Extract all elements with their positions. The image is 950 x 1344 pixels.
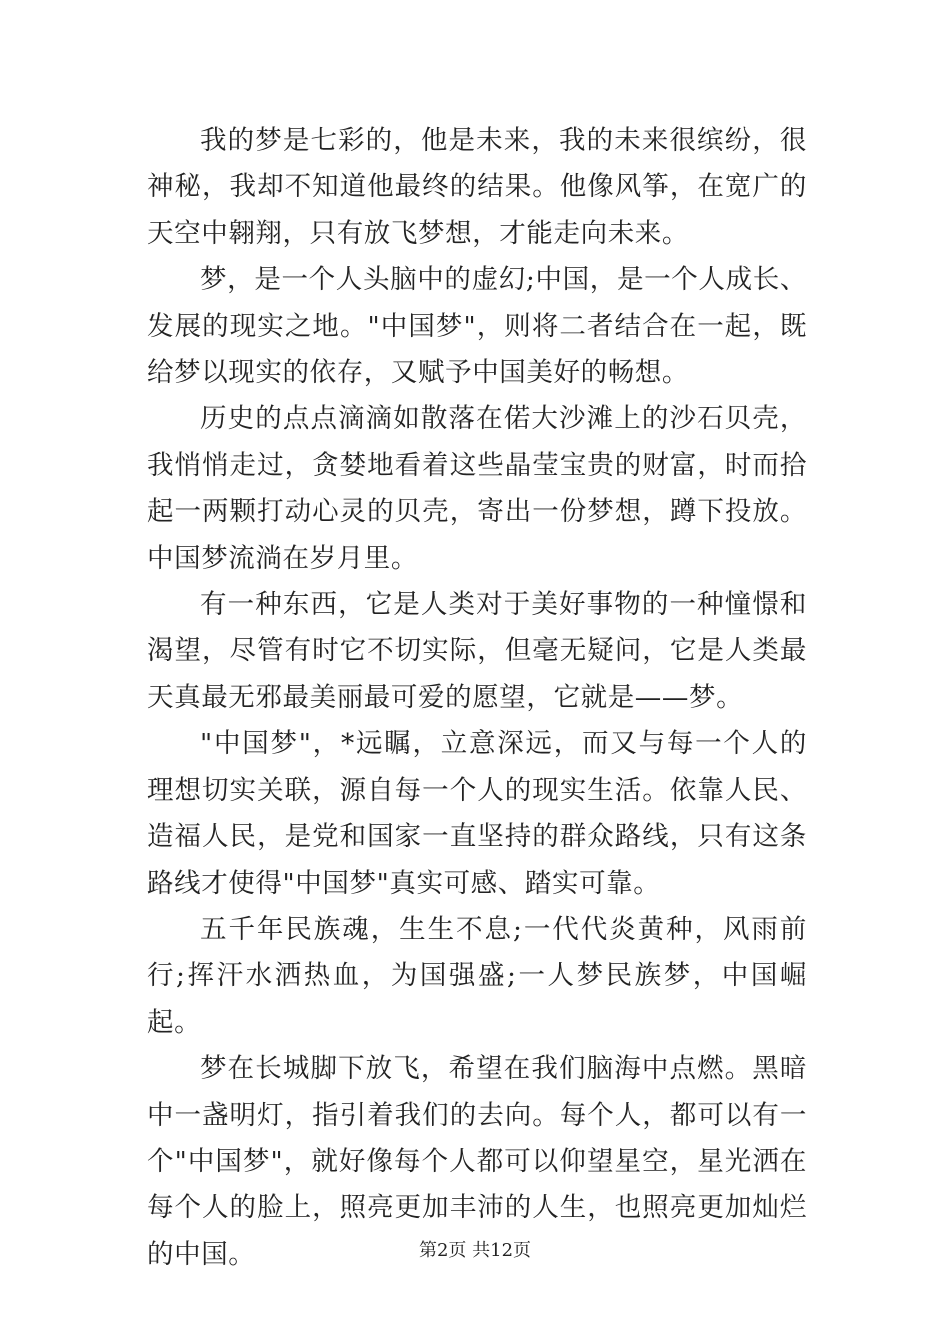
paragraph-5: "中国梦"，*远瞩，立意深远，而又与每一个人的理想切实关联，源自每一个人的现实生活。依靠人民、造福人民，是党和国家一直坚持的群众路线，只有这条路线才使得"中国梦"真实可感、踏实可靠。 [147, 728, 807, 899]
paragraph-2: 梦，是一个人头脑中的虚幻;中国，是一个人成长、发展的现实之地。"中国梦"，则将二者结合在一起，既给梦以现实的依存，又赋予中国美好的畅想。 [147, 264, 807, 389]
page-number-footer: 第2页 共12页 [418, 1240, 532, 1261]
paragraph-7: 梦在长城脚下放飞，希望在我们脑海中点燃。黑暗中一盏明灯，指引着我们的去向。每个人，都可以有一个"中国梦"，就好像每个人都可以仰望星空，星光洒在每个人的脸上，照亮更加丰沛的人生，也照亮更加灿烂的中国。 [147, 1053, 807, 1270]
paragraph-3: 历史的点点滴滴如散落在偌大沙滩上的沙石贝壳，我悄悄走过，贪婪地看着这些晶莹宝贵的财富，时而拾起一两颗打动心灵的贝壳，寄出一份梦想，蹲下投放。中国梦流淌在岁月里。 [147, 403, 807, 574]
paragraph-1: 我的梦是七彩的，他是未来，我的未来很缤纷，很神秘，我却不知道他最终的结果。他像风筝，在宽广的天空中翱翔，只有放飞梦想，才能走向未来。 [147, 125, 807, 249]
paragraph-4: 有一种东西，它是人类对于美好事物的一种憧憬和渴望，尽管有时它不切实际，但毫无疑问，它是人类最天真最无邪最美丽最可爱的愿望，它就是——梦。 [147, 589, 807, 713]
document-body [147, 118, 807, 1278]
paragraph-6: 五千年民族魂，生生不息;一代代炎黄种，风雨前行;挥汗水洒热血，为国强盛;一人梦民族梦，中国崛起。 [147, 913, 807, 1038]
